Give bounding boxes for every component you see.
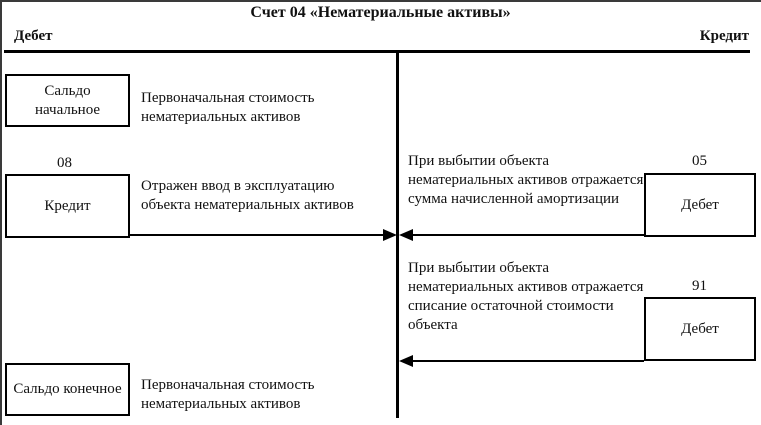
account-05-description: При выбытии объекта нематериальных активов отражается сумма начисленной амортизации bbox=[408, 153, 644, 207]
account-08-credit-box bbox=[5, 174, 130, 238]
account-08-number: 08 bbox=[57, 155, 72, 171]
arrow-left-head-icon bbox=[399, 229, 413, 241]
account-91-debit-label: Дебет bbox=[681, 320, 719, 337]
debit-header: Дебет bbox=[14, 28, 53, 44]
account-08-credit-label: Кредит bbox=[44, 197, 91, 214]
credit-header: Кредит bbox=[699, 28, 749, 44]
account-91-number: 91 bbox=[692, 278, 707, 294]
account-91-debit-box bbox=[644, 297, 756, 361]
closing-balance-label: Сальдо конечное bbox=[13, 381, 122, 397]
arrow-04-to-91 bbox=[412, 360, 644, 362]
arrow-08-to-04 bbox=[130, 234, 384, 236]
account-08-description: Отражен ввод в эксплуатацию объекта нематериальных активов bbox=[141, 178, 354, 213]
account-91-description: При выбытии объекта нематериальных активов отражается списание остаточной стоимости объекта bbox=[408, 260, 644, 333]
opening-balance-description: Первоначальная стоимость нематериальных активов bbox=[141, 90, 315, 125]
account-05-debit-label: Дебет bbox=[681, 196, 719, 213]
account-05-debit-box bbox=[644, 173, 756, 237]
account-05-number: 05 bbox=[692, 153, 707, 169]
opening-balance-label: Сальдо начальное bbox=[34, 82, 101, 118]
arrow-right-head-icon bbox=[383, 229, 397, 241]
arrow-left-head-icon bbox=[399, 355, 413, 367]
opening-balance-box bbox=[5, 74, 130, 127]
closing-balance-box bbox=[5, 363, 130, 416]
closing-balance-description: Первоначальная стоимость нематериальных активов bbox=[141, 377, 315, 412]
t-account-horizontal-line bbox=[4, 50, 750, 53]
diagram-title: Счет 04 «Нематериальные активы» bbox=[250, 4, 511, 21]
arrow-04-to-05 bbox=[412, 234, 644, 236]
